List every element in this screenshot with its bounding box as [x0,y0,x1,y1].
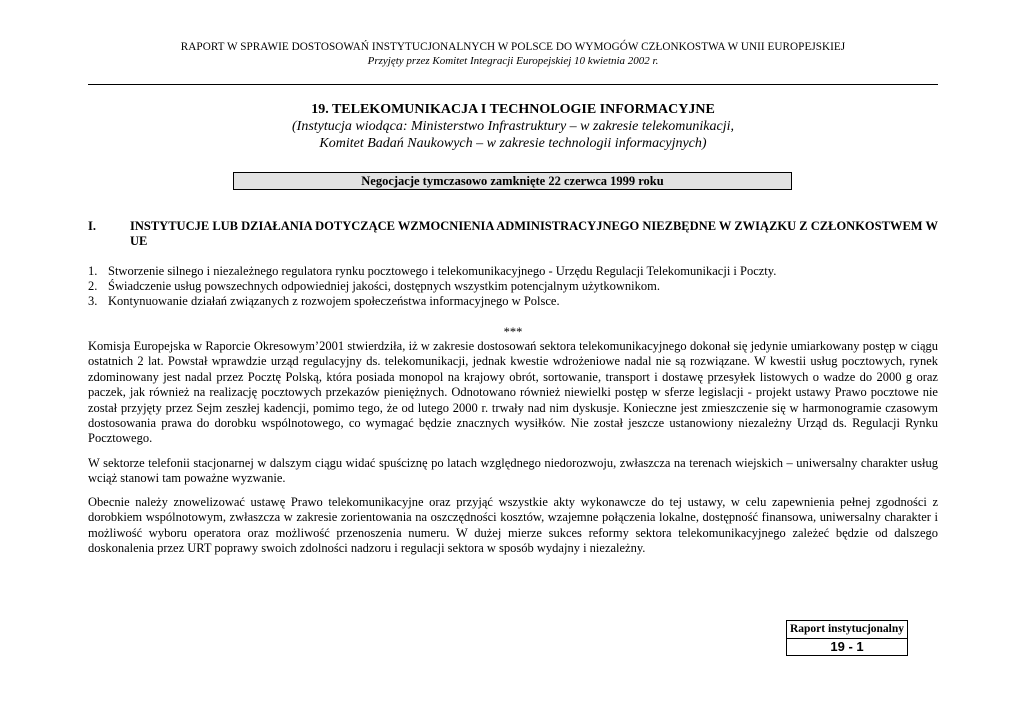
list-item [88,264,938,279]
list-item [88,294,938,309]
separator-asterisks: *** [503,325,523,339]
paragraph: Komisja Europejska w Raporcie Okresowym’2001 stwierdziła, iż w zakresie dostosowań sektora telekomunikacyjnego dokonał się jedynie umiarkowany postęp w ciągu ostatnich 2 lat. Powstał wprawdzie urząd regulacyjny ds. telekomunikacji, jednak kwestie wdrożeniowe nadal nie są rozwiązane. W kwestii usług pocztowych, rynek zdominowany jest nadal przez Pocztę Polską, która posiada monopol na krajowy obrót, sortowanie, transport i dostawę przesyłek listowych o wadze do 2000 g oraz paczek, jak również na realizację pocztowych przekazów pieniężnych. Odnotowano również niewielki postęp w sferze legislacji - projekt ustawy Prawo pocztowe nie został przyjęty przez Sejm zeszłej kadencji, pomimo tego, że od lutego 2000 r. trwały nad nim dyskusje. Konieczne jest zmieszczenie się w harmonogramie czasowym dostosowania prawa do dorobku wspólnotowego, co wymagać będzie znacznych wysiłków. Nie został jeszcze ustanowiony niezależny Urząd ds. Regulacji Rynku Pocztowego. [88,339,938,446]
page-number: 19 - 1 [830,639,864,654]
chapter-title: 19. TELEKOMUNIKACJA I TECHNOLOGIE INFORMACYJNE [311,102,715,117]
list-item-text: Stworzenie silnego i niezależnego regulatora rynku pocztowego i telekomunikacyjnego - Urzędu Regulacji Telekomunikacji i Poczty. [108,264,777,278]
report-title-line: RAPORT W SPRAWIE DOSTOSOWAŃ INSTYTUCJONALNYCH W POLSCE DO WYMOGÓW CZŁONKOSTWA W UNII EUROPEJSKIEJ [180,41,846,53]
section-heading-text: INSTYTUCJE LUB DZIAŁANIA DOTYCZĄCE WZMOCNIENIA ADMINISTRACYJNEGO NIEZBĘDNE W ZWIĄZKU Z CZŁONKOSTWEM W UE [130,219,938,248]
section-number: I. [88,219,96,233]
page-footer-box [786,620,908,656]
list-item-number: 3. [88,294,98,308]
list-item-text: Świadczenie usług powszechnych odpowiedniej jakości, dostępnych wszystkim potencjalnym użytkownikom. [108,279,660,293]
header-divider [88,84,938,85]
list-item-text: Kontynuowanie działań związanych z rozwojem społeczeństwa informacyjnego w Polsce. [108,294,560,308]
running-header [88,40,938,68]
adoption-note: Przyjęty przez Komitet Integracji Europejskiej 10 kwietnia 2002 r. [367,55,659,67]
lead-institution-line-1: (Instytucja wiodąca: Ministerstwo Infrastruktury – w zakresie telekomunikacji, [292,119,734,134]
lead-institution-line-2: Komitet Badań Naukowych – w zakresie technologii informacyjnych) [319,136,707,151]
negotiations-status-box: Negocjacje tymczasowo zamknięte 22 czerwca 1999 roku [233,172,792,190]
paragraph: W sektorze telefonii stacjonarnej w dalszym ciągu widać spuściznę po latach względnego niedorozwoju, zwłaszcza na terenach wiejskich – uniwersalny charakter usług wciąż stanowi tam poważne wyzwanie. [88,456,938,486]
section-heading [88,219,938,249]
paragraph: Obecnie należy znowelizować ustawę Prawo telekomunikacyjne oraz przyjąć wszystkie akty wykonawcze do tej ustawy, w celu zapewnienia pełnej zgodności z dorobkiem wspólnotowym, zwłaszcza w zakresie zorientowania na oszczędności kosztów, wzajemne połączenia lokalne, dostępność finansowa, uniwersalny charakter i możliwość wyboru operatora oraz możliwość przenoszenia numeru. W dużej mierze sukces reformy sektora telekomunikacyjnego zależeć będzie od dalszego doskonalenia przez URT poprawy swoich zdolności nadzoru i regulacji sektora w sposób wydajny i niezależny. [88,495,938,556]
list-item-number: 1. [88,264,98,278]
numbered-list [88,264,938,309]
list-item [88,279,938,294]
list-item-number: 2. [88,279,98,293]
chapter-title-block [88,101,938,152]
footer-label: Raport instytucjonalny [787,621,907,639]
